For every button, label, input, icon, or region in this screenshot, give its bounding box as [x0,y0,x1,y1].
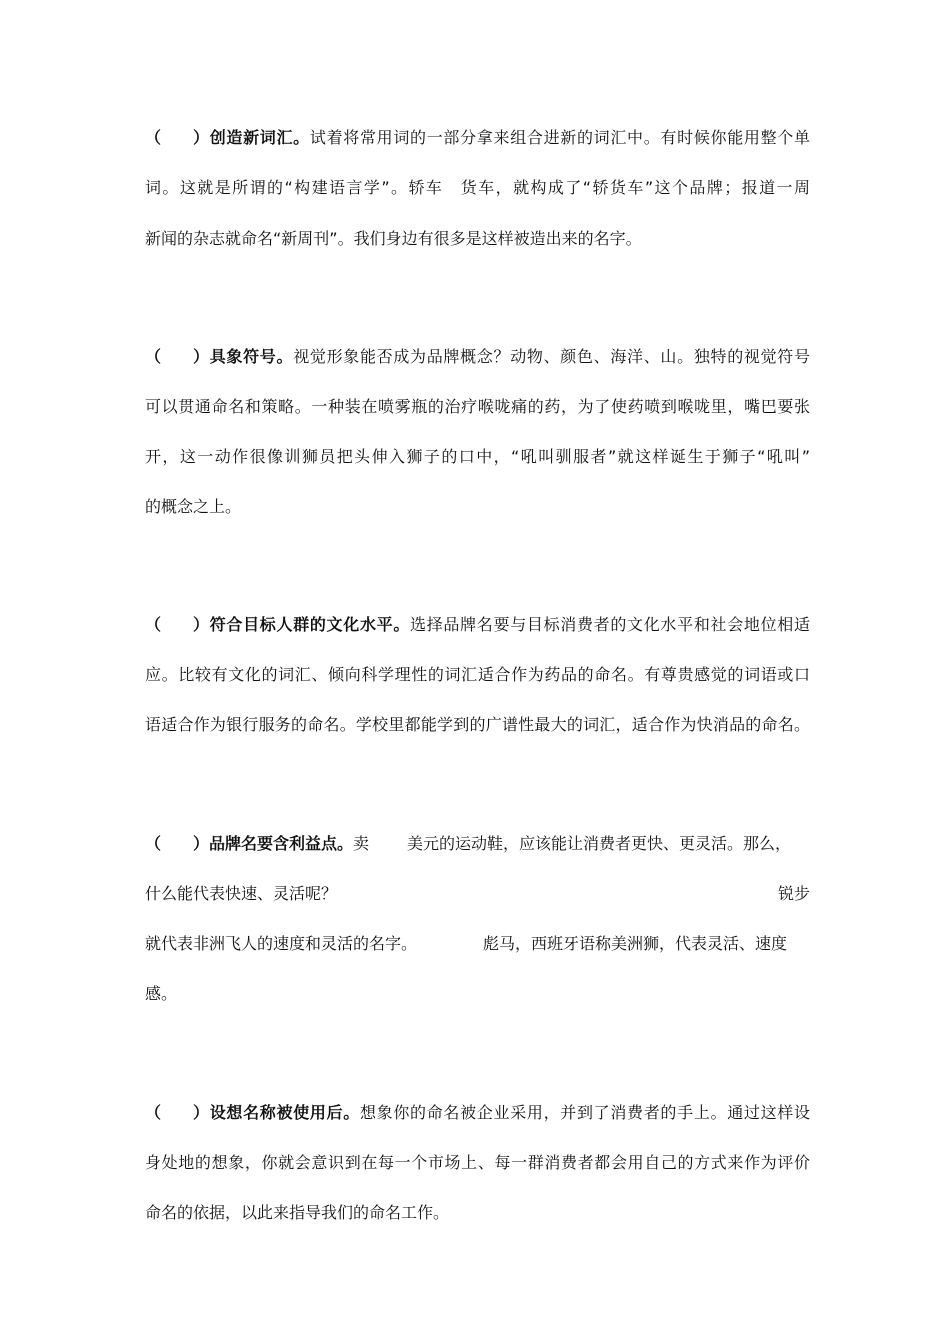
paragraph-text: 就代表非洲飞人的速度和灵活的名字。 [145,934,418,953]
paragraph-line [145,883,810,905]
blank-marker: （ ） [145,347,210,366]
paragraph-line: 词。这就是所谓的“构建语言学”。轿车 货车，就构成了“轿货车”这个品牌；报道一周 [145,178,810,197]
paragraph-line [145,127,810,149]
paragraph-line [145,833,810,855]
section-heading: 创造新词汇。 [209,128,310,147]
paragraph-line: 身处地的想象，你就会意识到在每一个市场上、每一群消费者都会用自己的方式来作为评价 [145,1153,810,1172]
paragraph-text: 视觉形象能否成为品牌概念？动物、颜色、海洋、山。独特的视觉符号 [293,347,810,366]
paragraph-line: 的概念之上。 [145,497,242,516]
blank-marker: （ ） [145,834,210,853]
blank-marker: （ ） [145,1103,210,1122]
section-heading: 设想名称被使用后。 [209,1103,360,1122]
paragraph-text: 彪马，西班牙语称美洲狮，代表灵活、速度 [483,934,788,953]
paragraph-line: 感。 [145,984,178,1003]
paragraph-line: 语适合作为银行服务的命名。学校里都能学到的广谱性最大的词汇，适合作为快消品的命名。 [145,715,810,734]
paragraph-text: 选择品牌名要与目标消费者的文化水平和社会地位相适 [410,615,810,634]
paragraph-text: 什么能代表快速、灵活呢？ [145,884,338,903]
paragraph-text: 卖 [353,834,370,853]
paragraph-text: 想象你的命名被企业采用，并到了消费者的手上。通过这样设 [359,1103,810,1122]
section-heading: 品牌名要含利益点。 [209,834,354,853]
paragraph-line [145,614,810,636]
paragraph-text: 试着将常用词的一部分拿来组合进新的词汇中。有时候你能用整个单 [309,128,810,147]
paragraph-line [145,933,810,955]
paragraph-text: 美元的运动鞋，应该能让消费者更快、更灵活。那么， [407,834,792,853]
paragraph-line [145,1102,810,1124]
section-heading: 具象符号。 [209,347,294,366]
blank-marker: （ ） [145,615,210,634]
paragraph-line [145,346,810,368]
paragraph-line: 可以贯通命名和策略。一种装在喷雾瓶的治疗喉咙痛的药，为了使药喷到喉咙里，嘴巴要张 [145,397,810,416]
paragraph-line: 开，这一动作很像训狮员把头伸入狮子的口中，“吼叫驯服者”就这样诞生于狮子“吼叫” [145,447,810,466]
blank-marker: （ ） [145,128,210,147]
section-heading: 符合目标人群的文化水平。 [209,615,411,634]
paragraph-line: 命名的依据，以此来指导我们的命名工作。 [145,1203,450,1222]
paragraph-line: 应。比较有文化的词汇、倾向科学理性的词汇适合作为药品的命名。有尊贵感觉的词语或口 [145,665,810,684]
paragraph-line: 新闻的杂志就命名“新周刊”。我们身边有很多是这样被造出来的名字。 [145,229,642,248]
paragraph-text-right: 锐步 [777,884,810,903]
